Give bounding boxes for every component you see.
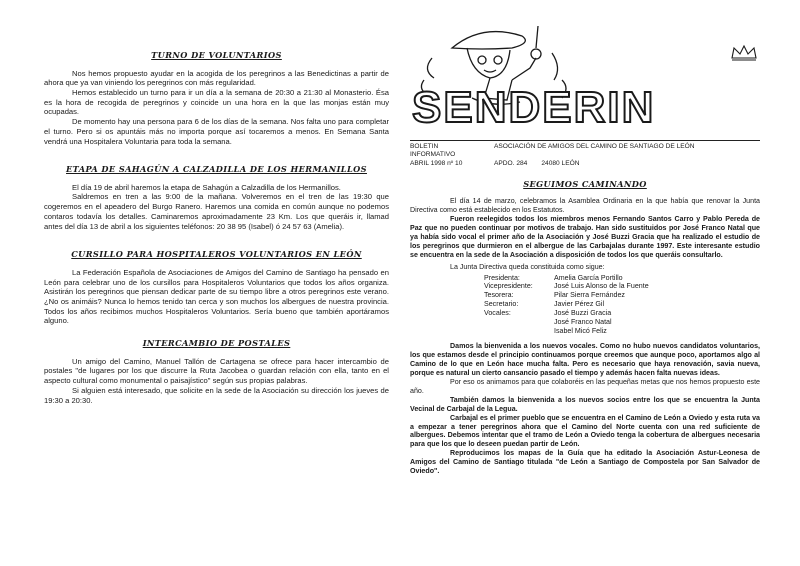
heading-cursillo: CURSILLO PARA HOSPITALEROS VOLUNTARIOS EN LEÓN — [71, 249, 362, 260]
junta-list — [484, 274, 760, 337]
paragraph: También damos la bienvenida a los nuevos socios entre los que se encuentra la Junta Vecinal de Carbajal de la Legua. — [410, 395, 760, 413]
postal-city: 24080 LEÓN — [541, 160, 580, 168]
paragraph: Reproducimos los mapas de la Guía que ha editado la Asociación Astur-Leonesa de Amigos del Camino de Santiago titulada "de León a Santiago de Compostela por San Salvador de Oviedo". — [410, 449, 760, 476]
heading-seguimos: SEGUIMOS CAMINANDO — [523, 178, 647, 189]
association-name: ASOCIACIÓN DE AMIGOS DEL CAMINO DE SANTIAGO DE LEÓN — [494, 143, 695, 150]
paragraph: Saldremos en tren a las 9:00 de la mañana. Volveremos en el tren de las 19:30 que cogeremos en el apeadero del Burgo Ranero. Haremos una comida en común aunque no podemos contaros todavía los detalles. Caminaremos aproximadamente 23 Km. Los que queráis ir, llamad antes del día 13 de abril a los siguientes teléfonos: 20 38 95 (Isabel) ó 24 57 63 (Amelia). — [44, 192, 389, 231]
paragraph: De momento hay una persona para 6 de los días de la semana. Nos falta uno para completar el turno. Pero si os apuntáis más no importa porque así tocaremos a menos. En Semana Santa vendrá una Hospitalera Voluntaria para toda la semana. — [44, 117, 389, 146]
right-column — [410, 18, 760, 476]
list-item: Secretario: Javier Pérez Gil — [484, 300, 605, 309]
left-column — [44, 50, 389, 405]
paragraph: Fueron reelegidos todos los miembros menos Fernando Santos Carro y Pablo Pereda de Paz que no pueden continuar por motivos de trabajo. Han sido sustituidos por José Franco Natal que ya había sido vocal el primer año de la Asociación y José Buzzi Gracia que ha realizado el estudio de los peregrinos que durmieron en el albergue de las Carbajalas durante 1997. Este interesante estudio se encuentra en la sede de la Asociación a disposición de todos los que queráis consultarlo. — [410, 214, 760, 259]
list-item: Tesorera: Pilar Sierra Fernández — [484, 291, 625, 300]
paragraph: Damos la bienvenida a los nuevos vocales. Como no hubo nuevos candidatos voluntarios, los que estamos desde el principio continuamos porque creemos que aunque poco, aportamos algo al Camino de lo que en León hace mucha falta. Pero es necesario que haya renovación, savia nueva, porque es natural un cierto cansancio pasado el tiempo y además hacen falta nuevas ideas. — [410, 342, 760, 377]
crown-icon — [732, 46, 756, 60]
heading-intercambio: INTERCAMBIO DE POSTALES — [142, 338, 291, 349]
list-item: José Franco Natal — [554, 318, 612, 327]
paragraph: Nos hemos propuesto ayudar en la acogida de los peregrinos a las Benedictinas a partir de ahora que ya van viniendo los peregrinos con más regularidad. — [44, 68, 389, 88]
postal-box: APDO. 284 — [494, 160, 528, 168]
junta-intro: La Junta Directiva queda constituida como sigue: — [450, 262, 605, 271]
info-label: BOLETIN INFORMATIVO — [410, 143, 456, 159]
masthead-info — [410, 140, 760, 169]
paragraph: Hemos establecido un turno para ir un día a la semana de 20:30 a 21:30 al Monasterio. Ésa es la hora de recogida de peregrinos y coincide un una hora en la que las monjas están muy ocupadas. — [44, 87, 389, 117]
issue-date: ABRIL 1998 nº 10 — [410, 160, 463, 168]
heading-turno: TURNO DE VOLUNTARIOS — [151, 50, 282, 60]
list-item: Isabel Micó Feliz — [554, 327, 607, 336]
masthead-title: SENDERIN — [412, 83, 656, 128]
list-item: Vicepresidente: José Luis Alonso de la Fuente — [484, 282, 649, 291]
paragraph: La Federación Española de Asociaciones de Amigos del Camino de Santiago ha pensado en León para celebrar uno de los cursillos para Hospitaleros Voluntarios que todos los años organiza. Asistirán los peregrinos que piensan dedicar parte de su tiempo libre a otros peregrinos este verano. ¿No os animáis? Nunca lo hemos tenido tan cerca y son muchos los albergues de nuestra provincia. Todos los años recibimos muchos Hospitaleros Voluntarios. Sería bueno que también aportáramos alguno. — [44, 267, 389, 326]
list-item: Presidenta: Amelia García Portillo — [484, 273, 623, 282]
heading-etapa: ETAPA DE SAHAGÚN A CALZADILLA DE LOS HERMANILLOS — [66, 164, 367, 175]
paragraph: Carbajal es el primer pueblo que se encuentra en el Camino de León a Oviedo y esta ruta va a empezar a tener peregrinos ahora que el Camino del Norte cuenta con una red suficiente de albergues. Debemos intentar que el tramo de León a Oviedo tenga la cobertura de albergues necesaria para que los que lo deseen puedan partir de León. — [410, 413, 760, 449]
paragraph: El día 19 de abril haremos la etapa de Sahagún a Calzadilla de los Hermanillos. — [72, 182, 341, 192]
paragraph: El día 14 de marzo, celebramos la Asamblea Ordinaria en la que había que renovar la Junta Directiva como está establecido en los Estatutos. — [410, 197, 760, 214]
paragraph: Por eso os animamos para que colaboréis en las pequeñas metas que nos hemos propuesto este año. — [410, 377, 760, 395]
paragraph: Si alguien está interesado, que solicite en la sede de la Asociación su dirección los jueves de 19:30 a 20:30. — [44, 385, 389, 405]
masthead — [410, 18, 760, 136]
paragraph: Un amigo del Camino, Manuel Tallón de Cartagena se ofrece para hacer intercambio de postales "de lugares por los que discurre la Ruta Jacobea o guardan relación con ella, tanto en el aspecto cultural como monumental o paisajístico" según sus propias palabras. — [44, 356, 389, 386]
senderin-logo — [412, 18, 757, 128]
list-item: Vocales: José Buzzi Gracia — [484, 309, 612, 318]
